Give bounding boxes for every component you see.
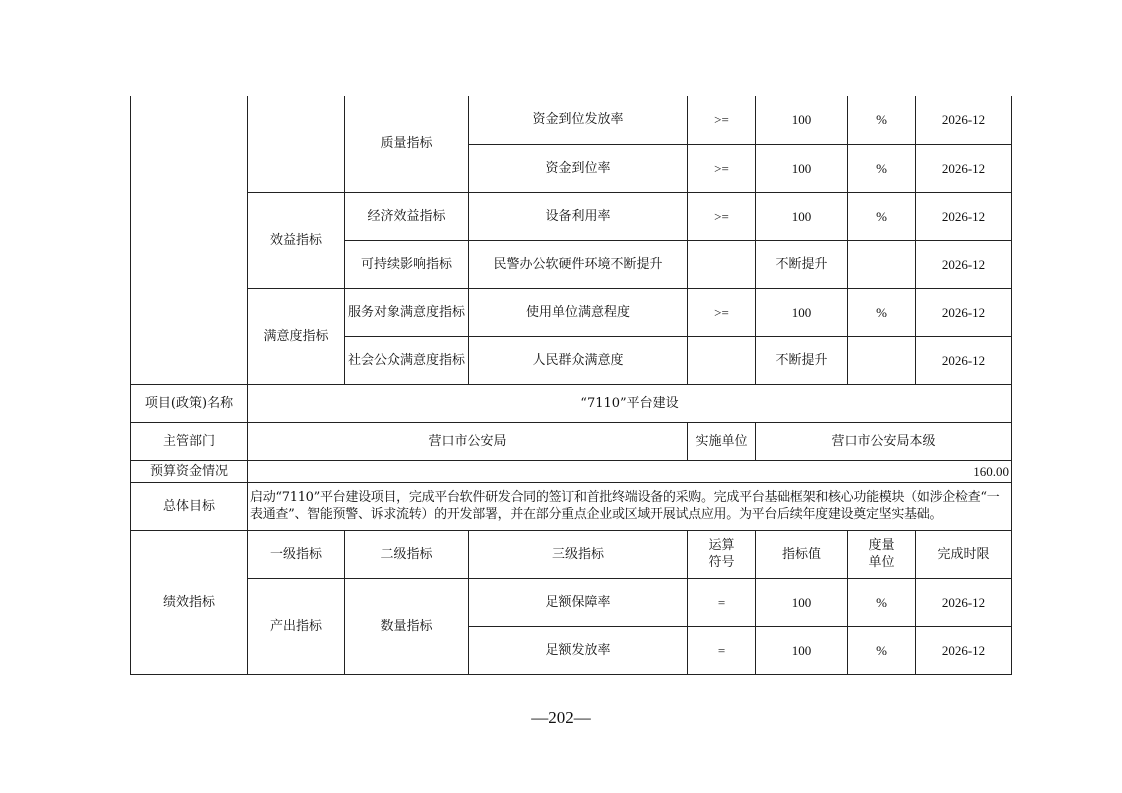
- deadline-cell: 2026-12: [916, 192, 1012, 240]
- goal-label: 总体目标: [131, 482, 248, 530]
- blank-label-cell: [131, 96, 248, 384]
- value-cell: 100: [756, 192, 848, 240]
- implementer-label: 实施单位: [688, 422, 756, 460]
- operator-cell: =: [688, 578, 756, 626]
- budget-value: 160.00: [248, 460, 1012, 482]
- header-operator-line2: 符号: [708, 555, 735, 570]
- value-cell: 不断提升: [756, 336, 848, 384]
- l3-cell: 资金到位发放率: [469, 96, 688, 144]
- l3-cell: 民警办公软硬件环境不断提升: [469, 240, 688, 288]
- project-name-value: “7110”平台建设: [248, 384, 1012, 422]
- operator-cell: >=: [688, 288, 756, 336]
- table-row: [131, 578, 1012, 626]
- unit-cell: %: [848, 192, 916, 240]
- deadline-cell: 2026-12: [916, 578, 1012, 626]
- operator-cell: [688, 336, 756, 384]
- value-cell: 100: [756, 626, 848, 674]
- value-cell: 100: [756, 288, 848, 336]
- header-operator-line1: 运算: [708, 538, 735, 553]
- l2-cell: 经济效益指标: [345, 192, 469, 240]
- blank-l1-cell: [248, 96, 345, 192]
- unit-cell: [848, 240, 916, 288]
- operator-cell: =: [688, 626, 756, 674]
- implementer-value: 营口市公安局本级: [756, 422, 1012, 460]
- deadline-cell: 2026-12: [916, 144, 1012, 192]
- header-l2: 二级指标: [345, 530, 469, 578]
- unit-cell: %: [848, 288, 916, 336]
- deadline-cell: 2026-12: [916, 336, 1012, 384]
- header-unit-line1: 度量: [868, 538, 895, 553]
- value-cell: 100: [756, 144, 848, 192]
- department-value: 营口市公安局: [248, 422, 688, 460]
- header-row: [131, 530, 1012, 578]
- l3-cell: 足额保障率: [469, 578, 688, 626]
- deadline-cell: 2026-12: [916, 626, 1012, 674]
- operator-cell: >=: [688, 192, 756, 240]
- l3-cell: 足额发放率: [469, 626, 688, 674]
- table-row: [131, 288, 1012, 336]
- goal-text: 启动“7110”平台建设项目，完成平台软件研发合同的签订和首批终端设备的采购。完成平台基础框架和核心功能模块（如涉企检查“一表通查”、智能预警、诉求流转）的开发部署，并在部分重点企业或区域开展试点应用。为平台后续年度建设奠定坚实基础。: [248, 482, 1012, 530]
- operator-cell: >=: [688, 144, 756, 192]
- deadline-cell: 2026-12: [916, 96, 1012, 144]
- unit-cell: %: [848, 578, 916, 626]
- department-label: 主管部门: [131, 422, 248, 460]
- unit-cell: %: [848, 626, 916, 674]
- header-l1: 一级指标: [248, 530, 345, 578]
- unit-cell: [848, 336, 916, 384]
- deadline-cell: 2026-12: [916, 240, 1012, 288]
- operator-cell: >=: [688, 96, 756, 144]
- header-unit: [848, 530, 916, 578]
- header-unit-line2: 单位: [868, 555, 895, 570]
- value-cell: 100: [756, 578, 848, 626]
- l2-cell: 可持续影响指标: [345, 240, 469, 288]
- goal-row: [131, 482, 1012, 530]
- budget-label: 预算资金情况: [131, 460, 248, 482]
- satisfaction-indicator-cell: 满意度指标: [248, 288, 345, 384]
- performance-label: 绩效指标: [131, 530, 248, 674]
- project-name-row: [131, 384, 1012, 422]
- l3-cell: 设备利用率: [469, 192, 688, 240]
- operator-cell: [688, 240, 756, 288]
- quality-indicator-cell: 质量指标: [345, 96, 469, 192]
- l3-cell: 使用单位满意程度: [469, 288, 688, 336]
- header-deadline: 完成时限: [916, 530, 1012, 578]
- budget-row: [131, 460, 1012, 482]
- benefit-indicator-cell: 效益指标: [248, 192, 345, 288]
- unit-cell: %: [848, 96, 916, 144]
- value-cell: 不断提升: [756, 240, 848, 288]
- l3-cell: 人民群众满意度: [469, 336, 688, 384]
- l2-cell: 服务对象满意度指标: [345, 288, 469, 336]
- value-cell: 100: [756, 96, 848, 144]
- l3-cell: 资金到位率: [469, 144, 688, 192]
- header-value: 指标值: [756, 530, 848, 578]
- department-row: [131, 422, 1012, 460]
- unit-cell: %: [848, 144, 916, 192]
- table-row: [131, 192, 1012, 240]
- performance-table: [130, 96, 1012, 675]
- page-number: —202—: [531, 708, 591, 727]
- deadline-cell: 2026-12: [916, 288, 1012, 336]
- output-indicator-cell: 产出指标: [248, 578, 345, 674]
- quantity-indicator-cell: 数量指标: [345, 578, 469, 674]
- l2-cell: 社会公众满意度指标: [345, 336, 469, 384]
- table-row: [131, 96, 1012, 144]
- header-l3: 三级指标: [469, 530, 688, 578]
- project-name-label: 项目(政策)名称: [131, 384, 248, 422]
- header-operator: [688, 530, 756, 578]
